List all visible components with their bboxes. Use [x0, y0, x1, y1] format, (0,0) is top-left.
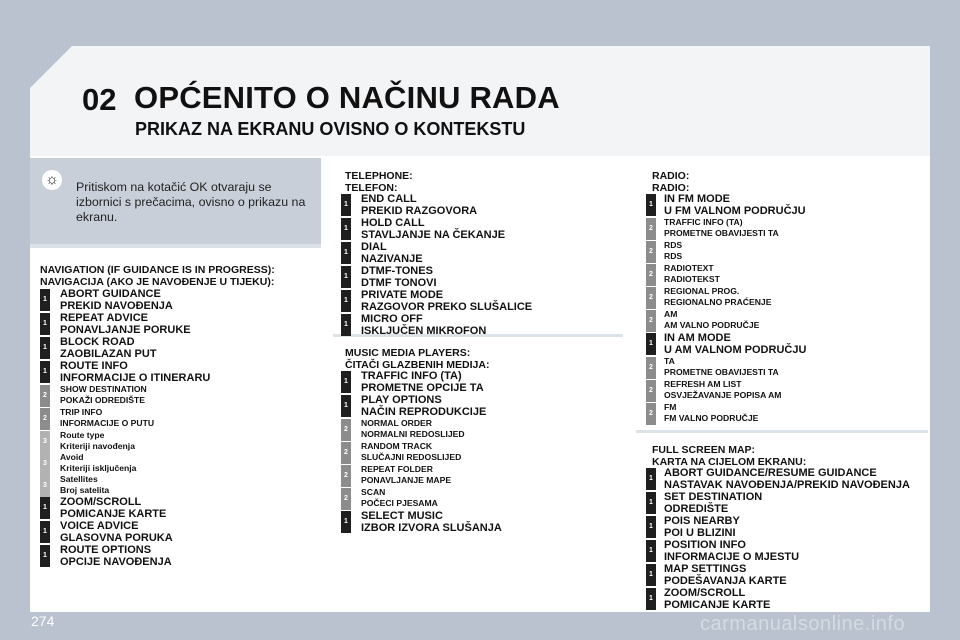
- menu-item-label-hr: INFORMACIJE O MJESTU: [664, 551, 800, 564]
- menu-item: [361, 217, 505, 242]
- radio-heading-hr: RADIO:: [652, 182, 690, 194]
- level-1-badge: 1: [341, 242, 351, 264]
- menu-item-label-hr: POI U BLIZINI: [664, 527, 736, 540]
- level-1-badge: 1: [341, 371, 351, 393]
- menu-item: [664, 587, 770, 612]
- menu-item-label-en: ABORT GUIDANCE/RESUME GUIDANCE: [664, 467, 877, 479]
- menu-item: [664, 539, 799, 564]
- level-3-badge: 3: [40, 453, 50, 475]
- tip-box: [30, 158, 321, 244]
- level-1-badge: 1: [646, 540, 656, 562]
- menu-item: [664, 379, 781, 401]
- menu-item: [361, 464, 451, 486]
- menu-item: [60, 384, 147, 406]
- menu-item-label-hr: PREKID RAZGOVORA: [361, 205, 478, 218]
- menu-item: [60, 360, 210, 385]
- menu-item: [664, 515, 740, 540]
- menu-item-label-en: DIAL: [361, 241, 387, 253]
- page-title: OPĆENITO O NAČINU RADA: [134, 80, 560, 115]
- menu-item-label-hr: POKAŽI ODREDIŠTE: [60, 395, 145, 405]
- menu-item-label-en: TRIP INFO: [60, 407, 103, 417]
- menu-item: [664, 309, 759, 331]
- menu-item: [60, 496, 166, 521]
- menu-item-label-en: IN AM MODE: [664, 332, 731, 344]
- menu-item-label-en: SCAN: [361, 487, 386, 497]
- level-1-badge: 1: [341, 290, 351, 312]
- menu-item-label-hr: INFORMACIJE O ITINERARU: [60, 372, 211, 385]
- menu-item-label-en: REPEAT FOLDER: [361, 464, 433, 474]
- menu-item-label-en: PLAY OPTIONS: [361, 394, 442, 406]
- level-1-badge: 1: [341, 218, 351, 240]
- menu-item-label-hr: AM VALNO PODRUČJE: [664, 320, 760, 330]
- menu-item-label-en: TRAFFIC INFO (TA): [664, 217, 743, 227]
- menu-item-label-hr: DTMF TONOVI: [361, 277, 437, 290]
- menu-item-label-hr: SLUČAJNI REDOSLIJED: [361, 452, 462, 462]
- navigation-heading-en: NAVIGATION (IF GUIDANCE IS IN PROGRESS):: [40, 264, 275, 276]
- menu-item: [664, 356, 779, 378]
- level-2-badge: 2: [40, 385, 50, 407]
- level-1-badge: 1: [646, 333, 656, 355]
- music-heading-en: MUSIC MEDIA PLAYERS:: [345, 347, 471, 359]
- menu-item-label-en: POIS NEARBY: [664, 515, 740, 527]
- level-2-badge: 2: [646, 403, 656, 425]
- menu-item: [361, 193, 477, 218]
- menu-item: [60, 407, 154, 429]
- menu-item-label-en: NORMAL ORDER: [361, 418, 432, 428]
- tip-text: Pritiskom na kotačić OK otvaraju se izbornici s prečacima, ovisno o prikazu na ekranu.: [76, 180, 306, 224]
- level-2-badge: 2: [646, 264, 656, 286]
- menu-item: [60, 474, 109, 496]
- menu-item-label-en: ABORT GUIDANCE: [60, 288, 161, 300]
- menu-item-label-hr: RADIOTEKST: [664, 274, 720, 284]
- watermark: carmanualsonline.info: [700, 613, 906, 635]
- menu-item-label-en: POSITION INFO: [664, 539, 746, 551]
- level-2-badge: 2: [646, 241, 656, 263]
- fullscreen-heading-en: FULL SCREEN MAP:: [652, 444, 756, 456]
- menu-item-label-hr: PONAVLJANJE PORUKE: [60, 324, 191, 337]
- menu-item-label-hr: PODEŠAVANJA KARTE: [664, 575, 787, 588]
- menu-item-label-hr: POMICANJE KARTE: [60, 508, 167, 521]
- menu-item-label-hr: PROMETNE OBAVIJESTI TA: [664, 228, 779, 238]
- menu-item-label-hr: PREKID NAVOĐENJA: [60, 300, 173, 313]
- menu-item: [361, 370, 484, 395]
- level-1-badge: 1: [40, 289, 50, 311]
- level-1-badge: 1: [40, 497, 50, 519]
- level-2-badge: 2: [646, 310, 656, 332]
- level-2-badge: 2: [341, 465, 351, 487]
- level-1-badge: 1: [40, 313, 50, 335]
- level-1-badge: 1: [341, 266, 351, 288]
- menu-item: [664, 263, 720, 285]
- menu-item: [664, 402, 758, 424]
- menu-item-label-hr: PONAVLJANJE MAPE: [361, 475, 452, 485]
- radio-heading-en: RADIO:: [652, 170, 690, 182]
- menu-item-label-hr: POMICANJE KARTE: [664, 599, 771, 612]
- level-2-badge: 2: [341, 442, 351, 464]
- level-2-badge: 2: [646, 380, 656, 402]
- menu-item-label-en: ROUTE OPTIONS: [60, 544, 152, 556]
- level-1-badge: 1: [646, 564, 656, 586]
- folded-corner: [30, 46, 72, 88]
- menu-item-label-en: ZOOM/SCROLL: [664, 587, 746, 599]
- menu-item-label-hr: PROMETNE OPCIJE TA: [361, 382, 484, 395]
- menu-item-label-hr: STAVLJANJE NA ČEKANJE: [361, 229, 506, 242]
- menu-item-label-en: HOLD CALL: [361, 217, 425, 229]
- level-1-badge: 1: [646, 492, 656, 514]
- music-heading-hr: ČITAČI GLAZBENIH MEDIJA:: [345, 359, 490, 371]
- menu-item: [664, 332, 806, 357]
- radio-heading: [652, 170, 689, 194]
- menu-item-label-hr: Kriteriji isključenja: [60, 463, 137, 473]
- menu-item: [664, 563, 787, 588]
- menu-item-label-hr: INFORMACIJE O PUTU: [60, 418, 155, 428]
- level-1-badge: 1: [341, 194, 351, 216]
- menu-item-label-hr: IZBOR IZVORA SLUŠANJA: [361, 522, 502, 535]
- level-1-badge: 1: [40, 361, 50, 383]
- level-2-badge: 2: [40, 408, 50, 430]
- menu-item-label-hr: ODREDIŠTE: [664, 503, 729, 516]
- level-1-badge: 1: [341, 395, 351, 417]
- menu-item-label-en: VOICE ADVICE: [60, 520, 139, 532]
- menu-item: [361, 265, 437, 290]
- menu-item: [664, 286, 771, 308]
- telephone-heading-hr: TELEFON:: [345, 182, 398, 194]
- menu-item: [664, 491, 762, 516]
- menu-item-label-hr: NAČIN REPRODUKCIJE: [361, 406, 487, 419]
- menu-item-label-en: IN FM MODE: [664, 193, 730, 205]
- menu-item-label-hr: NAZIVANJE: [361, 253, 423, 266]
- menu-item-label-en: REPEAT ADVICE: [60, 312, 149, 324]
- menu-item-label-hr: NASTAVAK NAVOĐENJA/PREKID NAVOĐENJA: [664, 479, 910, 492]
- level-3-badge: 3: [40, 431, 50, 453]
- level-1-badge: 1: [341, 314, 351, 336]
- menu-item-label-en: MICRO OFF: [361, 313, 423, 325]
- menu-item-label-hr: POČECI PJESAMA: [361, 498, 438, 508]
- menu-item: [60, 312, 191, 337]
- menu-item-label-en: Satellites: [60, 474, 98, 484]
- level-1-badge: 1: [646, 468, 656, 490]
- menu-item-label-hr: FM VALNO PODRUČJE: [664, 413, 759, 423]
- fullscreen-heading-hr: KARTA NA CIJELOM EKRANU:: [652, 456, 807, 468]
- menu-item-label-en: Avoid: [60, 452, 84, 462]
- menu-item: [361, 289, 532, 314]
- level-1-badge: 1: [646, 588, 656, 610]
- menu-item-label-en: ROUTE INFO: [60, 360, 128, 372]
- menu-item-label-en: TA: [664, 356, 675, 366]
- menu-item-label-en: SHOW DESTINATION: [60, 384, 147, 394]
- menu-item-label-hr: GLASOVNA PORUKA: [60, 532, 173, 545]
- menu-item: [361, 241, 423, 266]
- menu-item-label-hr: Broj satelita: [60, 485, 110, 495]
- menu-item-label-hr: RAZGOVOR PREKO SLUŠALICE: [361, 301, 533, 314]
- sun-icon: ☼: [42, 170, 62, 190]
- menu-item-label-en: RADIOTEXT: [664, 263, 714, 273]
- menu-item-label-en: RANDOM TRACK: [361, 441, 433, 451]
- menu-item-label-en: REGIONAL PROG.: [664, 286, 740, 296]
- menu-item-label-hr: NORMALNI REDOSLIJED: [361, 429, 465, 439]
- navigation-heading-hr: NAVIGACIJA (AKO JE NAVOĐENJE U TIJEKU):: [40, 276, 275, 288]
- level-1-badge: 1: [40, 337, 50, 359]
- page-subtitle: PRIKAZ NA EKRANU OVISNO O KONTEKSTU: [135, 119, 526, 139]
- menu-item: [361, 441, 461, 463]
- menu-item-label-en: Route type: [60, 430, 105, 440]
- level-1-badge: 1: [646, 516, 656, 538]
- menu-item: [60, 544, 172, 569]
- menu-item-label-en: MAP SETTINGS: [664, 563, 747, 575]
- menu-item-label-hr: ISKLJUČEN MIKROFON: [361, 325, 487, 338]
- menu-item-label-hr: OSVJEŽAVANJE POPISA AM: [664, 390, 782, 400]
- menu-item-label-hr: Kriteriji navođenja: [60, 441, 135, 451]
- menu-item: [361, 418, 465, 440]
- telephone-heading-en: TELEPHONE:: [345, 170, 413, 182]
- level-1-badge: 1: [646, 194, 656, 216]
- telephone-heading: [345, 170, 413, 194]
- menu-item-label-en: PRIVATE MODE: [361, 289, 444, 301]
- menu-item-label-en: RDS: [664, 240, 683, 250]
- menu-item-label-en: FM: [664, 402, 677, 412]
- menu-item: [361, 394, 486, 419]
- menu-item-label-hr: OPCIJE NAVOĐENJA: [60, 556, 172, 569]
- level-2-badge: 2: [341, 419, 351, 441]
- menu-item-label-en: REFRESH AM LIST: [664, 379, 742, 389]
- menu-item: [60, 288, 173, 313]
- menu-item: [361, 313, 486, 338]
- menu-item: [664, 217, 779, 239]
- menu-item-label-hr: ZAOBILAZAN PUT: [60, 348, 157, 361]
- menu-item-label-hr: RDS: [664, 251, 683, 261]
- menu-item: [60, 336, 157, 361]
- menu-item: [60, 430, 135, 452]
- level-2-badge: 2: [341, 488, 351, 510]
- menu-item-label-hr: U FM VALNOM PODRUČJU: [664, 205, 806, 218]
- menu-item: [361, 510, 502, 535]
- menu-item: [664, 240, 682, 262]
- level-2-badge: 2: [646, 218, 656, 240]
- menu-item-label-en: ZOOM/SCROLL: [60, 496, 142, 508]
- level-3-badge: 3: [40, 475, 50, 497]
- chapter-number: 02: [82, 82, 117, 117]
- level-1-badge: 1: [40, 521, 50, 543]
- menu-item: [664, 467, 910, 492]
- menu-item: [60, 520, 173, 545]
- menu-item-label-en: END CALL: [361, 193, 417, 205]
- menu-item-label-en: DTMF-TONES: [361, 265, 433, 277]
- menu-item-label-hr: PROMETNE OBAVIJESTI TA: [664, 367, 779, 377]
- menu-item-label-en: SELECT MUSIC: [361, 510, 443, 522]
- menu-item-label-en: AM: [664, 309, 678, 319]
- level-2-badge: 2: [646, 287, 656, 309]
- menu-item: [361, 487, 438, 509]
- music-heading: [345, 347, 489, 371]
- page-number: 274: [31, 613, 55, 629]
- level-1-badge: 1: [40, 545, 50, 567]
- level-2-badge: 2: [646, 357, 656, 379]
- page-header: [30, 46, 930, 156]
- menu-item: [60, 452, 136, 474]
- menu-item-label-hr: U AM VALNOM PODRUČJU: [664, 344, 807, 357]
- level-1-badge: 1: [341, 511, 351, 533]
- menu-item-label-en: SET DESTINATION: [664, 491, 763, 503]
- menu-item: [664, 193, 806, 218]
- fullscreen-heading: [652, 444, 806, 468]
- menu-item-label-hr: REGIONALNO PRAĆENJE: [664, 297, 772, 307]
- menu-item-label-en: BLOCK ROAD: [60, 336, 135, 348]
- menu-item-label-en: TRAFFIC INFO (TA): [361, 370, 462, 382]
- navigation-heading: [40, 264, 275, 288]
